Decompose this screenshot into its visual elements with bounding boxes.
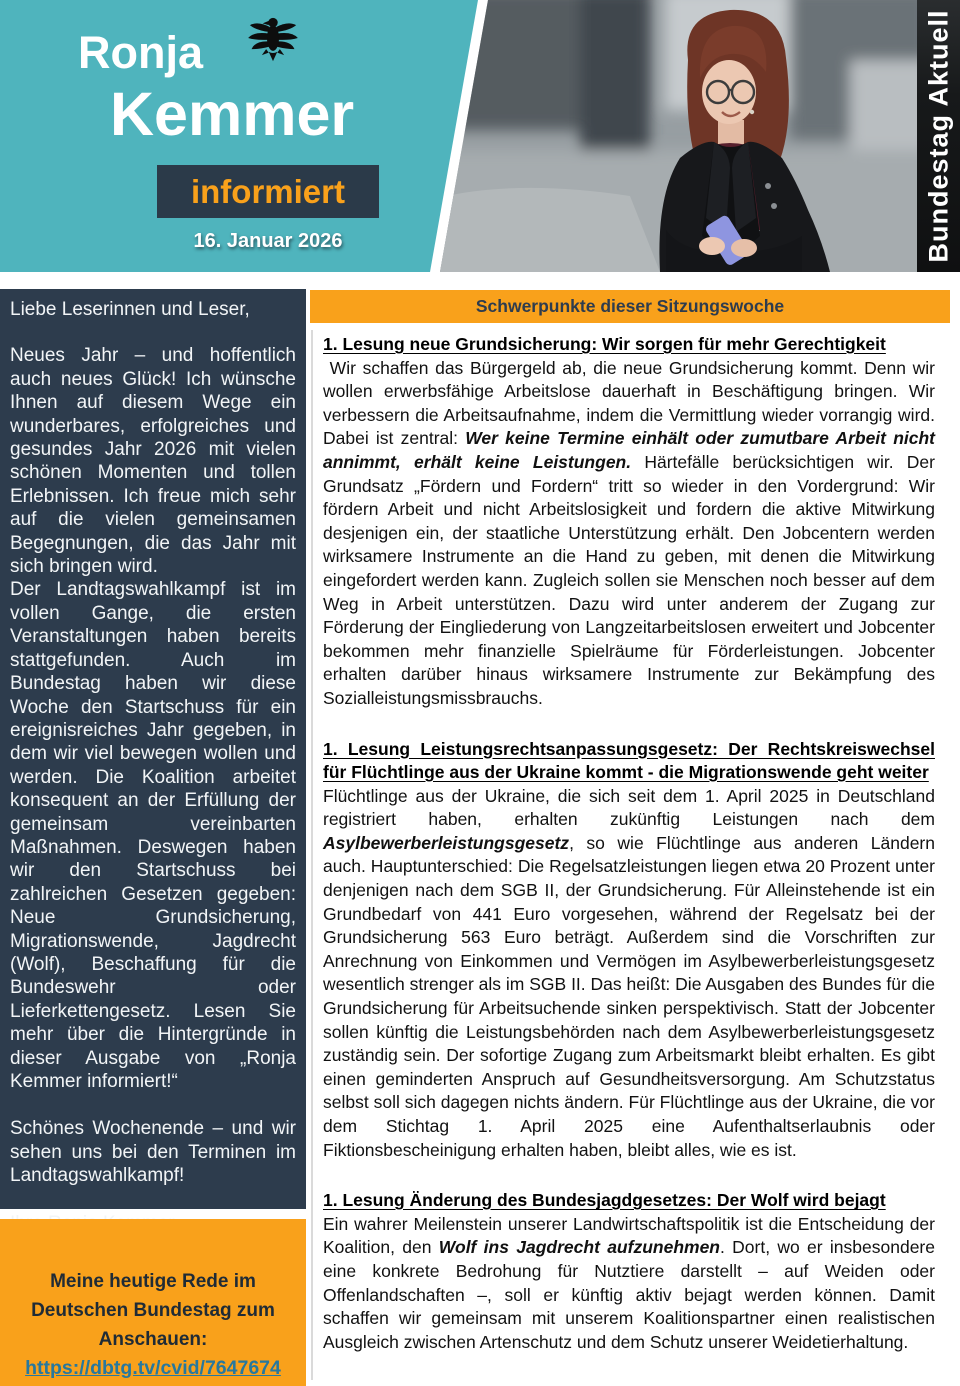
- section-body: [323, 1213, 935, 1355]
- header-last-name: Kemmer: [110, 80, 355, 148]
- section: [323, 1189, 935, 1354]
- issue-date: 16. Januar 2026: [193, 230, 343, 252]
- section-body-emphasis: Wer keine Termine einhält oder zumutbare Arbeit nicht annimmt, erhält keine Leistungen.: [323, 428, 935, 472]
- column-divider: [311, 330, 313, 1380]
- header-first-name: Ronja: [78, 27, 204, 78]
- section-body-emphasis: Wolf ins Jagdrecht aufzunehmen: [438, 1237, 720, 1258]
- left-paragraphs: [10, 344, 296, 1235]
- main-column: [323, 333, 935, 1381]
- section-body-text: , so wie Flüchtlinge aus anderen Ländern auch. Hauptunterschied: Die Regelsatzleistungen liegen etwa 20 Prozent unter denjenigen nach dem SGB II, der Grundsicherung. Für Alleinstehende ist ein Grundbedarf von 441 Euro vorgesehen, während der Regelsatz bei der Grundsicherung 563 Euro beträgt. Außerdem sind die Vorschriften zur Anrechnung von Einkommen und Vermögen im Asylbewerberleistungsgesetz wesentlich strenger als im SGB II. Das heißt: Die Ausgaben des Bundes für die Grundsicherung für Arbeitsuchende sinken perspektivisch. Statt der Jobcenter sollen künftig die Leistungsbehörden nach dem Asylbewerberleistungsgesetz zuständig sein. Der sofortige Zugang zum Arbeitsmarkt bleibt erhalten. Es gibt einen geminderten Anspruch auf Gesundheitsversorgung. Am Schutzstatus selbst soll sich dagegen nichts ändern. Für Flüchtlinge aus der Ukraine, die vor dem Stichtag 1. April 2025 eine Aufenthaltserlaubnis oder Fiktionsbescheinigung erhalten haben, bleibt alles, wie es ist.: [323, 832, 935, 1160]
- section-body: [323, 785, 935, 1163]
- left-paragraph: Der Landtagswahlkampf ist im vollen Gange, die ersten Veranstaltungen haben bereits stattgefunden. Auch im Bundestag haben wir diese Woche den Startschuss für ein ereignisreiches Jahr gegeben, in dem wir viel bewegen wollen und werden. Die Koalition arbeitet konsequent an der Erfüllung der gemeinsam vereinbarten Maßnahmen. Deswegen haben wir den Startschuss bei zahlreichen Gesetzen gegeben: Neue Grundsicherung, Migrationswende, Jagdrecht (Wolf), Beschaffung für die Bundeswehr oder Lieferkettengesetz. Lesen Sie mehr über die Hintergründe in dieser Ausgabe von „Ronja Kemmer informiert!“: [10, 579, 296, 1092]
- section-body: [323, 357, 935, 711]
- informiert-badge: informiert: [157, 165, 379, 218]
- section-heading: 1. Lesung Änderung des Bundesjagdgesetzes: Der Wolf wird bejagt: [323, 1190, 886, 1211]
- section-heading: 1. Lesung neue Grundsicherung: Wir sorgen für mehr Gerechtigkeit: [323, 334, 886, 354]
- header-photo: [430, 0, 917, 272]
- editorial-column: [0, 289, 306, 1209]
- section-body-text: Härtefälle berücksichtigen wir. Der Grundsatz „Fördern und Fordern“ tritt so wieder in den Vordergrund: Wir fördern Arbeit und nicht Arbeitslosigkeit und fordern die aktive Mitwirkung desjenigen ein, der staatliche Unterstützung erhält. Den Jobcentern werden wirksamere Instrumente an die Hand zu geben, mit denen die Mitwirkung eingefordert werden kann. Zugleich sollen sie Menschen noch besser auf dem Weg in Arbeit unterstützen. Dazu wird unter anderem der Zugang zur Förderung der Eingliederung von Langzeitarbeitslosen erweitert und Jobcenter bekommen mehr finanzielle Spielräume für Förderleistungen. Jobcenter erhalten darüber hinaus wirksamere Instrumente zur Bekämpfung des Sozialleistungsmissbrauchs.: [323, 451, 935, 708]
- section: [323, 738, 935, 1163]
- header: [0, 0, 960, 272]
- section-body-text: . Dort, wo er insbesondere eine konkrete Bedrohung für Nutztiere darstellt – auf Weiden oder Offenlandschaften –, soll er künftig aktiv bejagt werden können. Damit schaffen wir gemeinsam mit unserem Koalitionspartner einen realistischen Ausgleich zwischen Artenschutz und dem Schutz unserer Weidetierhaltung.: [323, 1237, 935, 1352]
- left-paragraph: Schönes Wochenende – und wir sehen uns bei den Terminen im Landtagswahlkampf!: [10, 1118, 296, 1187]
- section-body-text: Wir schaffen das Bürgergeld ab, die neue Grundsicherung kommt. Denn wir wollen erwerbsfähige Arbeitslose dauerhaft in Beschäftigung bringen. Wir verbessern die Arbeitsaufnahme, indem die Vermittlung wieder vorrangig wird. Dabei ist zentral:: [323, 357, 935, 449]
- main-banner: Schwerpunkte dieser Sitzungswoche: [310, 290, 950, 323]
- bundestag-eagle-icon: [247, 14, 299, 62]
- left-paragraph: Neues Jahr – und hoffentlich auch neues Glück! Ich wünsche Ihnen auf diesem Wege ein wunderbares, erfolgreiches und gesundes Jahr 2026 mit vielen schönen Momenten und tollen Erlebnissen. Ich freue mich sehr auf die vielen gemeinsamen Begegnungen, die das Jahr mit sich bringen wird.: [10, 345, 296, 578]
- speech-box-text: Meine heutige Rede im Deutschen Bundestag zum Anschauen:: [31, 1271, 275, 1350]
- side-banner-label: Bundestag Aktuell: [923, 9, 953, 263]
- section-body-text: Ein wahrer Meilenstein unserer Landwirtschaftspolitik ist die Entscheidung der Koalition, den: [323, 1213, 935, 1258]
- sections: [323, 333, 935, 1354]
- speech-link[interactable]: https://dbtg.tv/cvid/7647674: [25, 1357, 281, 1379]
- section-body-text: Flüchtlinge aus der Ukraine, die sich seit dem 1. April 2025 in Deutschland registriert haben, erhalten zukünftig Leistungen nach dem: [323, 785, 935, 830]
- salutation: Liebe Leserinnen und Leser,: [10, 299, 250, 320]
- section-body-emphasis: Asylbewerberleistungsgesetz: [323, 832, 570, 853]
- section-heading: 1. Lesung Leistungsrechtsanpassungsgesetz: Der Rechtskreiswechsel für Flüchtlinge aus der Ukraine kommt - die Migrationswende geht weiter: [323, 738, 935, 783]
- section: [323, 333, 935, 711]
- side-banner: [917, 0, 960, 272]
- speech-box: [0, 1219, 306, 1386]
